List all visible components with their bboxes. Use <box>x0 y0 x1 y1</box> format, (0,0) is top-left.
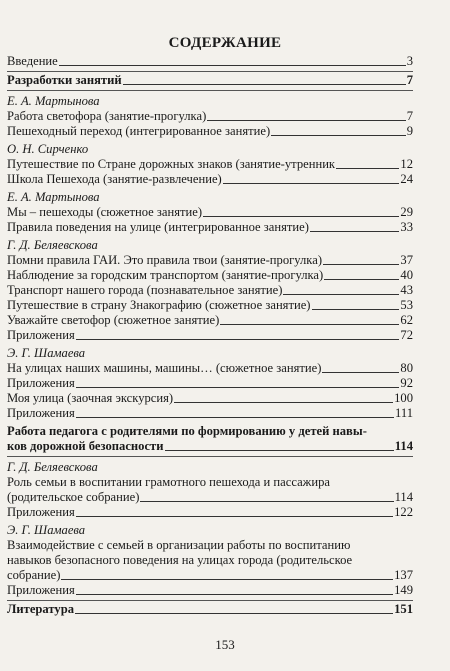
toc-entry <box>7 583 413 598</box>
toc-entry <box>7 376 413 391</box>
entry-page: 7 <box>406 109 413 123</box>
toc-entry-line: Взаимодействие с семьей в организации работы по воспитанию <box>7 538 351 552</box>
toc-entry <box>7 205 413 220</box>
toc-entry <box>7 406 413 421</box>
dot-leader <box>61 579 393 580</box>
toc-entry <box>7 490 413 505</box>
divider <box>7 71 413 72</box>
entry-page: 7 <box>406 73 413 87</box>
entry-page: 33 <box>400 220 413 234</box>
dot-leader <box>207 120 405 121</box>
toc-title: СОДЕРЖАНИЕ <box>168 35 282 51</box>
entry-label: Приложения <box>7 583 75 597</box>
toc-author: Е. А. Мартынова <box>7 190 100 204</box>
divider <box>7 600 413 601</box>
entry-page: 3 <box>406 54 413 68</box>
entry-label: Разработки занятий <box>7 73 122 87</box>
entry-label: Приложения <box>7 376 75 390</box>
entry-label: Правила поведения на улице (интегрированное занятие) <box>7 220 309 234</box>
dot-leader <box>76 339 400 340</box>
dot-leader <box>322 372 399 373</box>
entry-page: 9 <box>406 124 413 138</box>
entry-page: 29 <box>400 205 413 219</box>
entry-page: 40 <box>400 268 413 282</box>
entry-page: 37 <box>400 253 413 267</box>
dot-leader <box>76 516 393 517</box>
dot-leader <box>174 402 393 403</box>
toc-author: О. Н. Сирченко <box>7 142 89 156</box>
entry-label: Уважайте светофор (сюжетное занятие) <box>7 313 220 327</box>
entry-page: 100 <box>394 391 413 405</box>
toc-author: Э. Г. Шамаева <box>7 346 86 360</box>
dot-leader <box>220 324 399 325</box>
dot-leader <box>123 84 406 85</box>
divider <box>7 456 413 457</box>
toc-entry <box>7 268 413 283</box>
toc-author: Е. А. Мартынова <box>7 94 100 108</box>
toc-entry <box>7 283 413 298</box>
toc-entry <box>7 220 413 235</box>
toc-author: Э. Г. Шамаева <box>7 523 86 537</box>
toc-entry <box>7 124 413 139</box>
entry-label: Помни правила ГАИ. Это правила твои (занятие-прогулка) <box>7 253 323 267</box>
entry-label: Путешествие по Стране дорожных знаков (занятие-утренник <box>7 157 336 171</box>
dot-leader <box>76 594 393 595</box>
entry-page: 114 <box>394 490 413 504</box>
toc-section-parents <box>7 439 413 454</box>
entry-label: Приложения <box>7 505 75 519</box>
toc-entry <box>7 505 413 520</box>
entry-label: Транспорт нашего города (познавательное занятие) <box>7 283 283 297</box>
entry-label: На улицах наших машины, машины… (сюжетное занятие) <box>7 361 322 375</box>
page-number: 153 <box>215 637 235 652</box>
toc-entry <box>7 172 413 187</box>
toc-author: Г. Д. Беляевскова <box>7 238 98 252</box>
dot-leader <box>140 501 393 502</box>
toc-entry-line: навыков безопасного поведения на улицах города (родительское <box>7 553 353 567</box>
dot-leader <box>312 309 400 310</box>
toc-section-literature <box>7 602 413 617</box>
entry-page: 62 <box>400 313 413 327</box>
entry-page: 24 <box>400 172 413 186</box>
toc-section-parents-line: Работа педагога с родителями по формированию у детей навы- <box>7 424 367 438</box>
entry-label: Путешествие в страну Знакографию (сюжетное занятие) <box>7 298 311 312</box>
entry-page: 43 <box>400 283 413 297</box>
entry-page: 92 <box>400 376 413 390</box>
dot-leader <box>323 264 399 265</box>
toc-entry <box>7 328 413 343</box>
dot-leader <box>283 294 399 295</box>
toc-author: Г. Д. Беляевскова <box>7 460 98 474</box>
entry-page: 149 <box>394 583 413 597</box>
entry-page: 72 <box>400 328 413 342</box>
entry-page: 114 <box>394 439 413 453</box>
entry-label: Приложения <box>7 328 75 342</box>
dot-leader <box>75 613 393 614</box>
toc-entry <box>7 157 413 172</box>
entry-page: 122 <box>394 505 413 519</box>
toc-entry <box>7 391 413 406</box>
toc-entry <box>7 361 413 376</box>
toc-entry-introduction <box>7 54 413 69</box>
toc-entry <box>7 568 413 583</box>
dot-leader <box>271 135 406 136</box>
entry-label: (родительское собрание) <box>7 490 140 504</box>
entry-label: Наблюдение за городским транспортом (занятие-прогулка) <box>7 268 324 282</box>
dot-leader <box>310 231 400 232</box>
table-of-contents <box>7 54 413 617</box>
toc-entry <box>7 298 413 313</box>
divider <box>7 90 413 91</box>
dot-leader <box>76 387 400 388</box>
toc-entry <box>7 253 413 268</box>
entry-label: Литература <box>7 602 75 616</box>
entry-label: Приложения <box>7 406 75 420</box>
entry-label: Школа Пешехода (занятие-развлечение) <box>7 172 222 186</box>
dot-leader <box>165 450 394 451</box>
dot-leader <box>223 183 400 184</box>
entry-page: 151 <box>394 602 413 616</box>
entry-page: 80 <box>400 361 413 375</box>
entry-page: 12 <box>400 157 413 171</box>
toc-entry <box>7 313 413 328</box>
entry-page: 53 <box>400 298 413 312</box>
entry-label: ков дорожной безопасности <box>7 439 164 453</box>
entry-label: Пешеходный переход (интегрированное занятие) <box>7 124 271 138</box>
toc-entry-line: Роль семьи в воспитании грамотного пешехода и пассажира <box>7 475 330 489</box>
entry-label: Работа светофора (занятие-прогулка) <box>7 109 207 123</box>
entry-label: Моя улица (заочная экскурсия) <box>7 391 174 405</box>
toc-entry <box>7 109 413 124</box>
entry-page: 111 <box>395 406 413 420</box>
entry-label: Введение <box>7 54 58 68</box>
entry-page: 137 <box>394 568 413 582</box>
entry-label: собрание) <box>7 568 61 582</box>
dot-leader <box>336 168 399 169</box>
dot-leader <box>324 279 399 280</box>
dot-leader <box>76 417 394 418</box>
toc-section-lessons <box>7 73 413 88</box>
dot-leader <box>59 65 406 66</box>
entry-label: Мы – пешеходы (сюжетное занятие) <box>7 205 203 219</box>
dot-leader <box>203 216 399 217</box>
